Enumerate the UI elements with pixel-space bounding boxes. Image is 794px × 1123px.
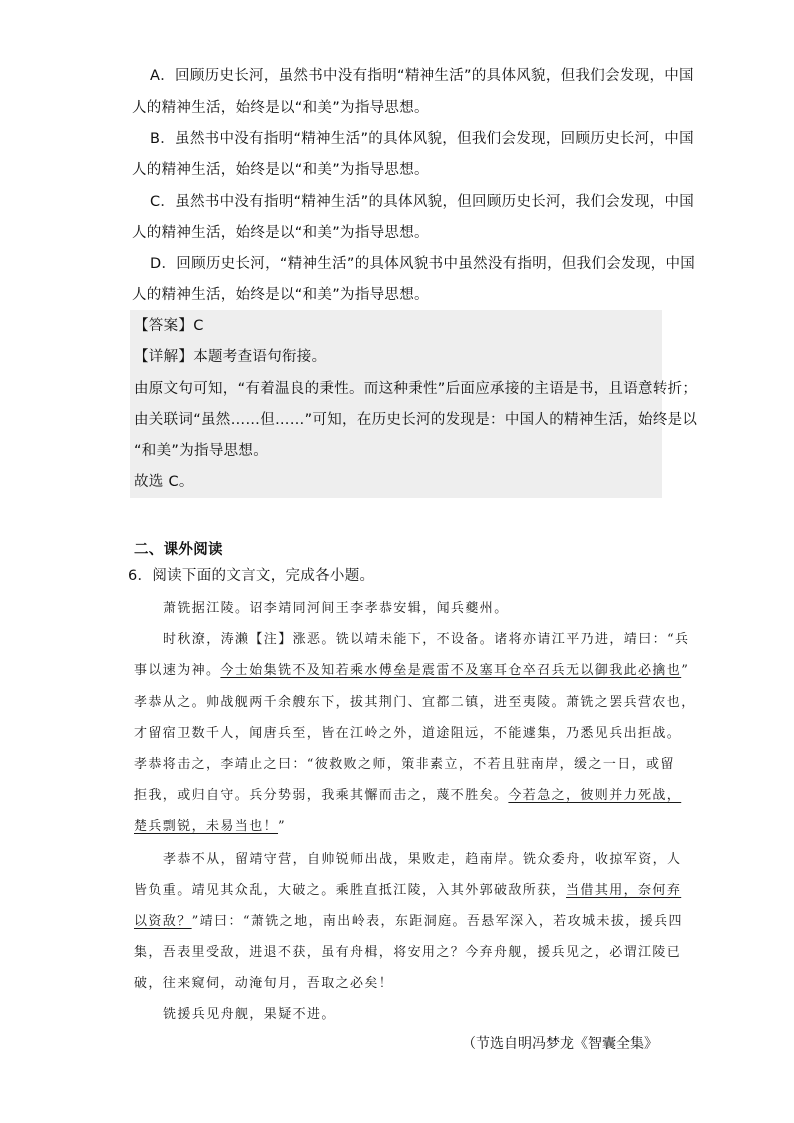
underlined-sentence-1: 今士始集铣不及知若乘水傅垒是震雷不及塞耳仓卒召兵无以御我此必擒也 [220,663,682,678]
passage-p3-l3 [134,912,683,932]
option-b-line1: B．虽然书中没有指明“精神生活”的具体风貌，但我们会发现，回顾历史长河，中国 [150,131,694,147]
underlined-sentence-2: 今若急之，彼则并力死战， [508,788,682,803]
passage-p2-l6 [134,786,681,806]
passage-p3-l2 [134,881,681,901]
passage-p2-l7 [134,817,286,837]
passage-p2-l1: 时秋潦，涛濑【注】涨恶。铣以靖未能下，不设备。诸将亦请江平乃进，靖曰：“兵 [163,632,690,647]
passage-text: ” [681,663,690,678]
analysis-line-3: “和美”为指导思想。 [134,443,269,459]
passage-p4: 铣援兵见舟舰，果疑不进。 [163,1007,336,1022]
passage-p2-l3: 孝恭从之。帅战舰两千余艘东下，拔其荆门、宜都二镇，进至夷陵。萧铣之罢兵营农也， [134,695,696,710]
analysis-line-2: 由关联词“虽然……但……”可知，在历史长河的发现是：中国人的精神生活，始终是以 [134,412,698,428]
passage-p3-l1: 孝恭不从，留靖守营，自帅锐师出战，果败走，趋南岸。铣众委舟，收掠军资，人 [163,852,682,867]
underlined-sentence-3: 当借其用，奈何弃 [566,883,682,898]
passage-p2-l5: 孝恭将击之，李靖止之曰：“彼救败之师，策非素立，不若且驻南岸，缓之一日，或留 [134,757,675,772]
passage-text: ” [278,819,287,834]
passage-p3-l5: 破，往来窥伺，动淹旬月，吾取之必矣！ [134,976,394,991]
passage-p2-l2 [134,661,689,681]
underlined-sentence-3-cont: 以资敌？ [134,914,192,929]
passage-text: 拒我，或归自守。兵分势弱，我乘其懈而击之，蔑不胜矣。 [134,788,509,803]
passage-text: 事以速为神。 [134,663,221,678]
passage-text: ”靖曰：“萧铣之地，南出岭表，东距洞庭。吾悬军深入，若攻城未拔，援兵四 [191,914,683,929]
option-a-line2: 人的精神生活，始终是以“和美”为指导思想。 [132,100,429,116]
passage-p1: 萧铣据江陵。诏李靖同河间王李孝恭安辑，闻兵夔州。 [163,601,509,616]
option-c-line2: 人的精神生活，始终是以“和美”为指导思想。 [132,225,429,241]
passage-source: （节选自明冯梦龙《智囊全集》 [462,1036,658,1052]
conclusion: 故选 C。 [134,474,194,490]
underlined-sentence-2-cont: 楚兵剽锐，未易当也！ [134,819,279,834]
option-d-line1: D．回顾历史长河，“精神生活”的具体风貌书中虽然没有指明，但我们会发现，中国 [150,256,696,272]
question-prompt: 6．阅读下面的文言文，完成各小题。 [128,568,375,584]
option-c-line1: C．虽然书中没有指明“精神生活”的具体风貌，但回顾历史长河，我们会发现，中国 [150,194,695,210]
answer-box [130,310,662,498]
detail-heading: 【详解】本题考查语句衔接。 [134,349,327,365]
passage-p2-l4: 才留宿卫数千人，闻唐兵至，皆在江岭之外，道途阻远，不能遽集，乃悉见兵出拒战。 [134,726,682,741]
option-b-line2: 人的精神生活，始终是以“和美”为指导思想。 [132,162,429,178]
option-a-line1: A．回顾历史长河，虽然书中没有指明“精神生活”的具体风貌，但我们会发现，中国 [150,68,694,84]
section-title: 二、课外阅读 [134,542,223,558]
answer-line: 【答案】C [134,318,204,334]
passage-text: 皆负重。靖见其众乱，大破之。乘胜直抵江陵，入其外郭破敌所获， [134,883,567,898]
option-d-line2: 人的精神生活，始终是以“和美”为指导思想。 [132,287,429,303]
passage-p3-l4: 集，吾表里受敌，进退不获，虽有舟楫，将安用之？今弃舟舰，援兵见之，必谓江陵已 [134,945,682,960]
analysis-line-1: 由原文句可知，“有着温良的秉性。而这种秉性”后面应承接的主语是书，且语意转折； [134,381,698,397]
